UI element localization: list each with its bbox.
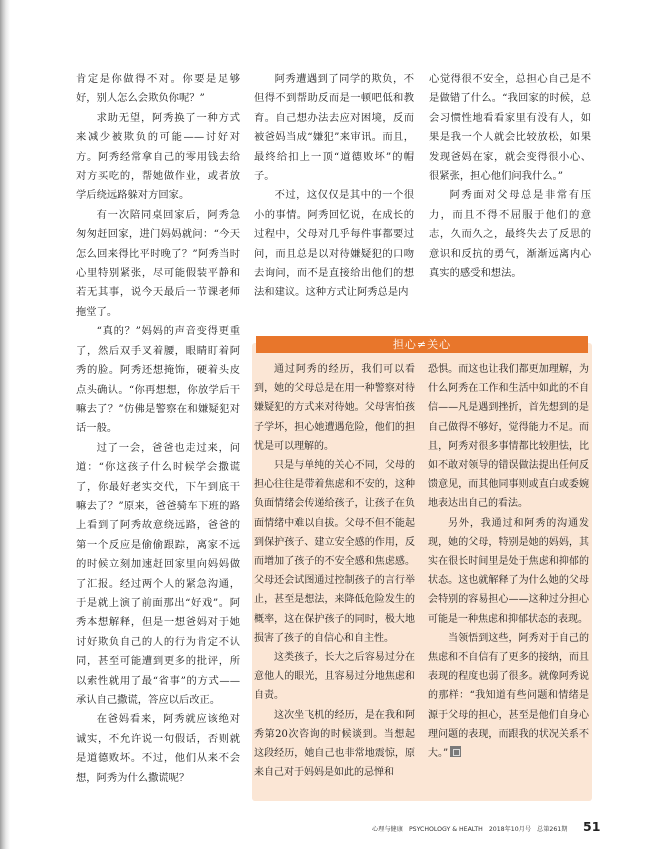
- sidebar-paragraph: 另外，我通过和阿秀的沟通发现，她的父母，特别是她的妈妈，其实在很长时间里是处于焦虑和抑郁的状态。这也就解释了为什么她的父母会特别的容易担心——这种过分担心可能是一种焦虑和抑郁状态的表现。: [428, 517, 589, 625]
- page-footer: [372, 824, 602, 833]
- footer-total-issue: 总第261期: [537, 826, 568, 833]
- sidebar-paragraph: 这类孩子，长大之后容易过分在意他人的眼光，且容易过分地焦虑和自责。: [254, 652, 415, 702]
- sidebar-column-1: [254, 360, 415, 782]
- footer-magazine-name: 心理与健康: [372, 826, 403, 833]
- paragraph: 求助无望，阿秀换了一种方式来减少被欺负的可能——讨好对方。阿秀经常拿自己的零用钱去给对方买吃的，帮她做作业，或者放学后绕远路躲对方回家。: [76, 111, 240, 202]
- paragraph: 有一次陪同桌回家后，阿秀急匆匆赶回家，进门妈妈就问：“今天怎么回来得比平时晚了？”阿秀当时心里特别紧张，尽可能假装平静和若无其事，说今天最后一节课老师拖堂了。: [76, 208, 240, 318]
- footer-magazine-english: PSYCHOLOGY & HEALTH: [408, 826, 483, 833]
- article-column-1: [76, 70, 240, 788]
- paragraph: 过了一会，爸爸也走过来，问道：“你这孩子什么时候学会撒谎了，你最好老实交代，下午到底干嘛去了？”原来，爸爸骑车下班的路上看到了阿秀故意绕远路，爸爸的第一个反应是偷偷跟踪，离家不远的时候立刻加速赶回家里向妈妈做了汇报。经过两个人的紧急沟通，于是就上演了前面那出“好戏”。阿秀本想解释，但是一想爸妈对于她讨好欺负自己的人的行为肯定不认同，甚至可能遭到更多的批评，所以索性就用了最“省事”的方式——承认自己撒谎，答应以后改正。: [76, 441, 240, 706]
- paragraph: 肯定是你做得不对。你要是足够好，别人怎么会欺负你呢？”: [76, 73, 240, 105]
- sidebar-paragraph: 通过阿秀的经历，我们可以看到，她的父母总是在用一种警察对待嫌疑犯的方式来对待她。父母害怕孩子学坏，担心她遭遇危险，他们的担忧是可以理解的。: [254, 364, 415, 452]
- paragraph: 阿秀面对父母总是非常有压力，而且不得不屈服于他们的意志，久而久之，最终失去了反思的意识和反抗的勇气，渐渐远离内心真实的感受和想法。: [429, 189, 591, 280]
- end-mark-icon: [450, 746, 461, 757]
- sidebar-title: 担心≠关心: [256, 336, 588, 353]
- sidebar-paragraph-text: 当领悟到这些，阿秀对于自己的焦虑和不自信有了更多的接纳，而且表现的程度也弱了很多。就像阿秀说的那样：“我知道有些问题和情绪是源于父母的担心，甚至是他们自身心理问题的表现，而跟我的状况关系不大。”: [428, 632, 589, 760]
- footer-issue: 2018年10月号: [488, 826, 532, 833]
- paragraph: 阿秀遭遇到了同学的欺负，不但得不到帮助反而是一顿吧低和教育。自己想办法去应对困境，反而被爸妈当成“嫌犯”来审讯。而且，最终给扣上一顶“道德败坏”的帽子。: [254, 73, 414, 183]
- paragraph: 在爸妈看来，阿秀就应该绝对诚实，不允许说一句假话，否则就是道德败坏。不过，他们从来不会想，阿秀为什么撒谎呢？: [76, 713, 240, 784]
- sidebar-paragraph: 恐惧。而这也让我们都更加理解，为什么阿秀在工作和生活中如此的不自信——凡是遇到挫折，首先想到的是自己做得不够好，觉得能力不足。而且，阿秀对很多事情都比较胆怯，比如不敢对领导的错误做法提出任何反馈意见，而其他同事则或直白或委婉地表达出自己的看法。: [428, 364, 589, 510]
- paragraph: “真的？”妈妈的声音变得更重了，然后双手叉着腰，眼睛盯着阿秀的脸。阿秀还想掩饰，硬着头皮点头确认。“你再想想，你放学后干嘛去了？”仿佛是警察在和嫌疑犯对话一般。: [76, 325, 240, 435]
- paragraph: 心觉得很不安全，总担心自己是不是做错了什么。“我回家的时候，总会习惯性地看看家里有没有人，如果是我一个人就会比较放松，如果发现爸妈在家，就会变得很小心、很紧张，担心他们问我什么。”: [429, 73, 591, 183]
- article-column-2: [254, 70, 414, 303]
- sidebar-paragraph: [428, 629, 589, 763]
- page-number: 51: [583, 819, 601, 834]
- page-cut-edge: [0, 0, 10, 849]
- sidebar-paragraph: 这次坐飞机的经历，是在我和阿秀第20次咨询的时候谈到。当想起这段经历，她自己也非常地震惊，原来自己对于妈妈是如此的忌惮和: [254, 709, 415, 779]
- sidebar-column-2: [428, 360, 589, 763]
- article-column-3: [429, 70, 591, 283]
- sidebar-paragraph: 只是与单纯的关心不同，父母的担心往往是带着焦虑和不安的，这种负面情绪会传递给孩子，让孩子在负面情绪中难以自拔。父母不但不能起到保护孩子、建立安全感的作用，反而增加了孩子的不安全感和焦虑感。父母还会试图通过控制孩子的言行举止，甚至是想法，来降低危险发生的概率，这在保护孩子的同时，极大地损害了孩子的自信心和自主性。: [254, 460, 415, 644]
- paragraph: 不过，这仅仅是其中的一个很小的事情。阿秀回忆说，在成长的过程中，父母对几乎每件事都要过问，而且总是以对待嫌疑犯的口吻去询问，而不是直接给出他们的想法和建议。这种方式让阿秀总是内: [254, 189, 414, 299]
